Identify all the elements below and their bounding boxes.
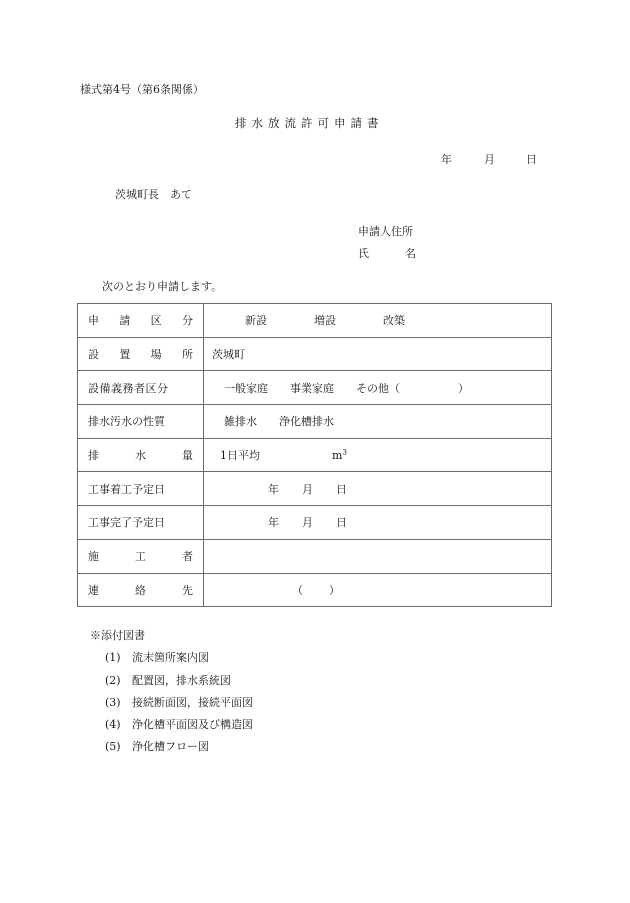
- option-renovation[interactable]: 改築: [383, 314, 405, 328]
- addressee: 茨城町長 あて: [115, 188, 192, 201]
- application-date: [441, 151, 537, 167]
- list-item: (3) 接続断面図，接続平面図: [105, 695, 253, 709]
- document-title: 排水放流許可申請書: [235, 116, 384, 130]
- discharge-volume-field[interactable]: 1日平均 $m^3$: [204, 438, 552, 472]
- application-form-table: [77, 303, 552, 607]
- table-row-wastewater-type: [78, 405, 552, 439]
- row-label: 排水汚水の性質: [78, 405, 204, 439]
- table-row-start-date: [78, 472, 552, 506]
- list-item: (2) 配置図，排水系統図: [105, 673, 231, 687]
- name-label-part: 氏: [358, 247, 369, 260]
- row-label: 排 水 量: [78, 438, 204, 472]
- option-gray-water[interactable]: 雑排水: [224, 415, 257, 429]
- completion-date-field[interactable]: 年 月 日: [204, 506, 552, 540]
- option-other[interactable]: その他（: [356, 381, 400, 395]
- table-row-contractor: [78, 539, 552, 573]
- obligor-type-options[interactable]: 一般家庭 事業家庭 その他（ ）: [204, 371, 552, 405]
- contractor-field[interactable]: [204, 539, 552, 573]
- date-day: 日: [526, 153, 537, 166]
- list-item: (4) 浄化槽平面図及び構造図: [105, 718, 253, 732]
- applicant-address-label: 申請人住所: [358, 225, 413, 238]
- attachments-heading: ※添付図書: [90, 629, 145, 642]
- table-row-obligor-type: [78, 371, 552, 405]
- date-year: 年: [441, 153, 452, 166]
- list-item: (1) 流末箇所案内図: [105, 651, 209, 665]
- row-label: 施 工 者: [78, 539, 204, 573]
- table-row-application-type: [78, 304, 552, 338]
- list-item: (5) 浄化槽フロー図: [105, 740, 209, 754]
- contact-field[interactable]: （ ）: [204, 573, 552, 607]
- row-label: 連 絡 先: [78, 573, 204, 607]
- option-septic-water[interactable]: 浄化槽排水: [279, 415, 334, 429]
- form-number: 様式第4号（第6条関係）: [80, 83, 204, 96]
- attachments-list: [90, 625, 253, 759]
- applicant-name-label: [358, 243, 416, 265]
- row-label: 設備義務者区分: [78, 371, 204, 405]
- application-type-options[interactable]: [204, 304, 552, 338]
- option-business[interactable]: 事業家庭: [290, 381, 334, 395]
- table-row-location: [78, 337, 552, 371]
- table-row-completion-date: [78, 506, 552, 540]
- wastewater-type-options[interactable]: [204, 405, 552, 439]
- table-row-discharge-volume: [78, 438, 552, 472]
- row-label: 設 置 場 所: [78, 337, 204, 371]
- location-field[interactable]: 茨城町: [204, 337, 552, 371]
- unit-cubic-meter: $m^3$: [332, 448, 347, 463]
- option-household[interactable]: 一般家庭: [224, 381, 268, 395]
- intro-text: 次のとおり申請します。: [102, 280, 223, 293]
- applicant-block: [358, 221, 416, 265]
- option-extension[interactable]: 増設: [314, 314, 336, 328]
- row-label: 工事着工予定日: [78, 472, 204, 506]
- name-label-part: 名: [405, 247, 416, 260]
- option-new[interactable]: 新設: [245, 314, 267, 328]
- row-label: 申 請 区 分: [78, 304, 204, 338]
- row-label: 工事完了予定日: [78, 506, 204, 540]
- start-date-field[interactable]: 年 月 日: [204, 472, 552, 506]
- table-row-contact: [78, 573, 552, 607]
- date-month: 月: [484, 153, 495, 166]
